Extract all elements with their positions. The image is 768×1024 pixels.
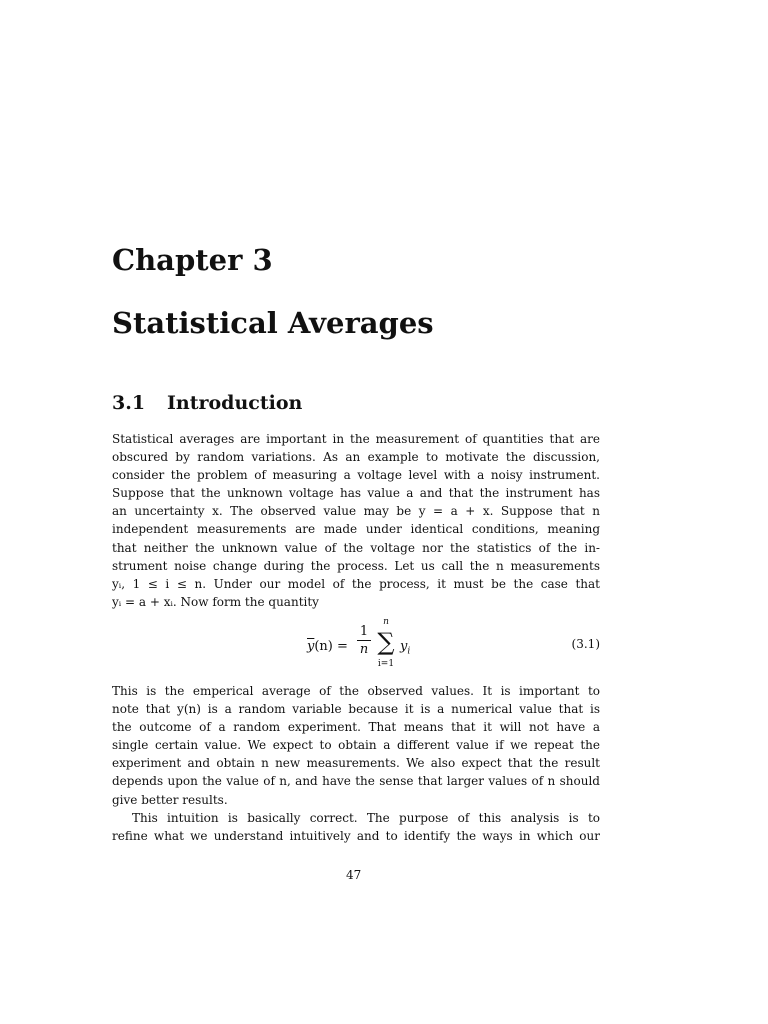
text-line: experiment and obtain n new measurements. We also expect that the result xyxy=(112,756,600,771)
paragraph-introduction xyxy=(112,430,600,611)
sum-upper-limit: n xyxy=(383,617,389,627)
text-line: the outcome of a random experiment. That means that it will not have a xyxy=(112,720,600,735)
fraction-numerator: 1 xyxy=(359,624,369,639)
text-line: Statistical averages are important in the measurement of quantities that are xyxy=(112,432,600,446)
sum-lower-limit: i=1 xyxy=(377,659,395,669)
text-line: This is the emperical average of the observed values. It is important to xyxy=(112,684,600,698)
fraction-denominator: n xyxy=(359,642,369,657)
equation-3-1 xyxy=(112,617,600,674)
text-line: refine what we understand intuitively and to identify the ways in which our xyxy=(112,829,600,844)
text-line: give better results. xyxy=(112,792,228,807)
equation-lhs-argument: (n) = xyxy=(314,639,348,654)
summation-symbol: ∑ xyxy=(377,628,395,656)
section-title: Introduction xyxy=(167,392,303,414)
mean-symbol: $\overline{y}$ xyxy=(307,639,315,654)
paragraph-empirical-average xyxy=(112,682,600,809)
text-line: an uncertainty x. The observed value may be y = a + x. Suppose that n xyxy=(112,504,600,519)
fraction-bar xyxy=(357,640,371,641)
sum-term-subscript: i xyxy=(407,646,411,657)
text-line: independent measurements are made under identical conditions, meaning xyxy=(112,522,600,537)
text-line: that neither the unknown value of the voltage nor the statistics of the in- xyxy=(112,540,600,555)
text-line: depends upon the value of n, and have the sense that larger values of n should xyxy=(112,774,600,789)
sum-term xyxy=(400,639,410,657)
chapter-label: Chapter 3 xyxy=(112,243,273,277)
equation-lhs xyxy=(307,639,348,654)
text-line: This intuition is basically correct. The purpose of this analysis is to xyxy=(132,811,600,825)
text-line: yᵢ, 1 ≤ i ≤ n. Under our model of the process, it must be the case that xyxy=(112,576,600,591)
page-number: 47 xyxy=(346,868,362,882)
text-line: Suppose that the unknown voltage has value a and that the instrument has xyxy=(112,486,600,501)
text-line: yᵢ = a + xᵢ. Now form the quantity xyxy=(112,594,319,609)
fraction xyxy=(357,624,371,657)
text-line: obscured by random variations. As an example to motivate the discussion, xyxy=(112,450,600,465)
paragraph-intuition xyxy=(112,809,600,845)
text-line: consider the problem of measuring a voltage level with a noisy instrument. xyxy=(112,468,600,483)
chapter-title: Statistical Averages xyxy=(112,306,434,340)
section-number: 3.1 xyxy=(112,392,146,414)
sum-term-symbol: y xyxy=(400,639,408,654)
text-line: note that y(n) is a random variable because it is a numerical value that is xyxy=(112,702,600,717)
section-heading xyxy=(112,390,302,416)
equation-number: (3.1) xyxy=(571,637,600,651)
text-line: single certain value. We expect to obtain a different value if we repeat the xyxy=(112,738,600,753)
text-line: strument noise change during the process. Let us call the n measurements xyxy=(112,558,600,573)
